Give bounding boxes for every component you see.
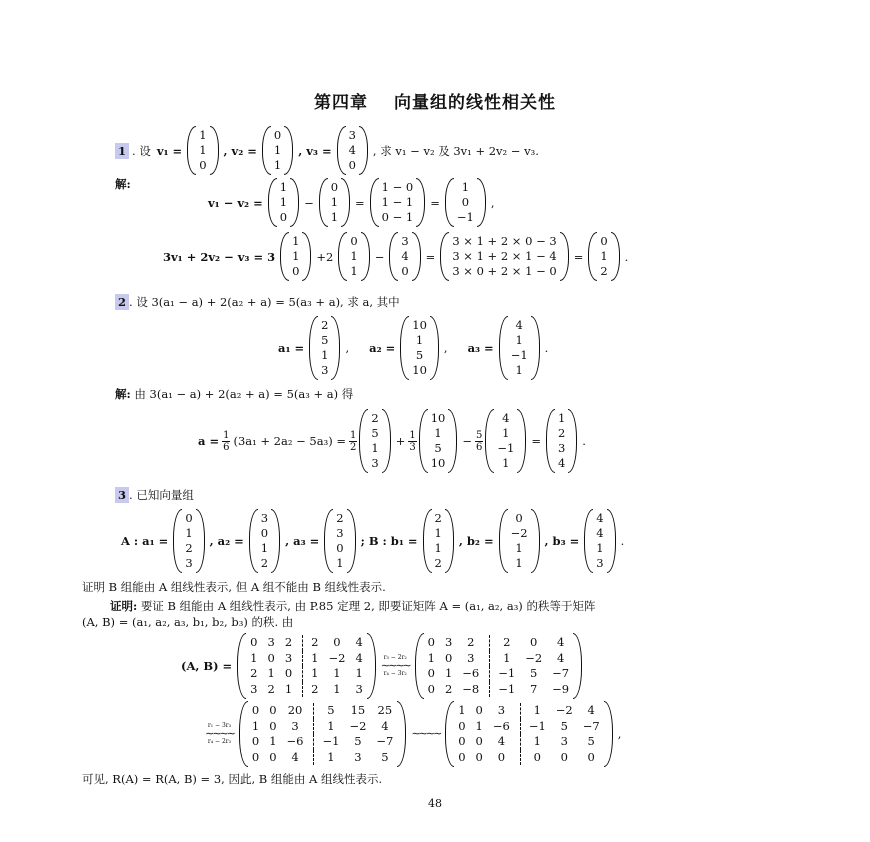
vector-entry: 3 [185, 556, 193, 570]
problem-2-vectors: a₁ = 2 5 1 3 , a₂ = 10 1 5 10 , a₃ = 4 1 −1 1 . [275, 316, 551, 380]
problem-3-vector-groups: A : a₁ = 0 1 2 3 , a₂ = 3 0 1 2 , a₃ = 2 3 0 1 ; B : b₁ = 2 1 1 2 , b₂ = 0 −2 1 1 , b₃ = 4 4 1 3 . [118, 509, 627, 573]
matrix-entry: 5 [381, 749, 389, 764]
matrix-entry: 0 [333, 635, 341, 649]
vector-entry: 3 [348, 128, 356, 142]
vector-entry: 3 × 0 + 2 × 1 − 0 [452, 264, 557, 278]
matrix-entry: 0 [251, 734, 260, 748]
vector-entry: 10 [412, 318, 427, 332]
vector-entry: 0 [600, 234, 608, 248]
matrix-entry: 5 [354, 734, 362, 748]
matrix-entry: 4 [355, 650, 363, 665]
vector-entry: 1 [371, 441, 379, 455]
matrix-entry: 3 [497, 703, 506, 717]
vector-entry: 1 [596, 541, 604, 555]
matrix-entry: 1 [427, 650, 435, 665]
matrix-entry: 3 [444, 635, 453, 649]
vector-entry: 2 [600, 264, 608, 278]
vector-entry: 4 [502, 411, 510, 425]
matrix-entry: 1 [284, 681, 293, 696]
vector-entry: 5 [415, 348, 424, 362]
matrix-entry: 1 [302, 666, 318, 682]
vector-entry: −2 [510, 526, 528, 540]
vector-entry: 0 [260, 526, 269, 540]
vector-entry: −1 [497, 441, 515, 455]
matrix-entry: 0 [444, 650, 453, 665]
matrix-entry: 25 [377, 703, 393, 717]
matrix-entry: 2 [250, 666, 258, 680]
matrix-entry: −2 [328, 650, 346, 665]
vector-entry: 1 [260, 541, 269, 555]
vector-entry: 0 [461, 195, 470, 209]
vector-entry: 1 [199, 143, 207, 157]
vector-entry: 10 [412, 363, 427, 377]
vector-entry: 3 × 1 + 2 × 1 − 4 [452, 249, 557, 263]
matrix-entry: 3 [467, 650, 475, 665]
matrix-entry: 7 [530, 681, 538, 696]
vector-entry: 4 [596, 526, 604, 540]
matrix-entry: −1 [520, 719, 546, 735]
matrix-entry: 0 [251, 703, 260, 717]
vector-v2 [262, 126, 293, 175]
matrix-entry: 2 [267, 681, 275, 696]
matrix-entry: 0 [475, 749, 483, 764]
matrix-entry: 4 [355, 635, 363, 649]
vector-entry: 2 [371, 411, 379, 425]
matrix-entry: −2 [525, 650, 543, 665]
matrix-entry: 1 [444, 666, 453, 680]
row-op-arrow-3: ∼∼∼∼ [411, 727, 441, 740]
vector-entry: 1 [279, 180, 288, 194]
vector-entry: 10 [430, 411, 446, 425]
vector-v3 [337, 126, 368, 175]
matrix-entry: −7 [582, 718, 600, 733]
matrix-entry: 5 [560, 718, 568, 733]
vector-entry: 3 [371, 456, 379, 470]
vector-entry: 0 [336, 541, 344, 555]
vector-entry: 1 [600, 249, 608, 263]
problem-1-statement: 1 . 设 v₁ = 1 1 0 , v₂ = 0 1 1 , v₃ = 3 4 0 , 求 v₁ − v₂ 及 3v₁ + 2v₂ − v₃. [115, 126, 542, 175]
matrix-entry: 1 [520, 734, 546, 750]
vector-v1 [187, 126, 218, 175]
matrix-entry: 3 [355, 681, 363, 696]
matrix-entry: 0 [587, 749, 595, 764]
matrix-entry: 3 [291, 718, 299, 733]
vector-entry: 3 [596, 556, 604, 570]
vector-entry: 1 [415, 333, 424, 347]
matrix-AB [237, 633, 376, 699]
matrix-entry: 5 [530, 666, 538, 680]
matrix-entry: 0 [427, 666, 435, 680]
matrix-entry: 3 [354, 749, 362, 764]
matrix-entry: 2 [444, 681, 453, 696]
problem-number-1[interactable]: 1 [115, 143, 129, 159]
matrix-entry: −6 [286, 734, 304, 748]
vector-entry: 0 [515, 511, 523, 525]
vector-entry: 1 [502, 426, 510, 440]
proof-line-2: (A, B) = (a₁, a₂, a₃, b₁, b₂, b₃) 的秩. 由 [82, 615, 294, 629]
problem-2-solution: 解: 由 3(a₁ − a) + 2(a₂ + a) = 5(a₃ + a) 得 [115, 387, 354, 401]
matrix-entry: 1 [458, 703, 466, 717]
problem-1-equation-1: v₁ − v₂ = 1 1 0 − 0 1 1 = 1 − 0 1 − 1 0 − 1 = 1 0 −1 , [205, 178, 498, 227]
matrix-entry: 0 [427, 635, 435, 649]
vector-entry: 4 [348, 143, 356, 157]
matrix-entry: 1 [250, 650, 258, 665]
matrix-step-4 [445, 701, 612, 767]
vector-entry: 0 [330, 180, 339, 194]
matrix-entry: 1 [267, 666, 275, 680]
vector-entry: 1 [434, 526, 442, 540]
matrix-entry: 1 [313, 719, 339, 735]
matrix-entry: 15 [350, 703, 366, 717]
matrix-entry: 0 [267, 650, 275, 665]
matrix-entry: 0 [475, 703, 483, 717]
problem-2-statement: 2 . 设 3(a₁ − a) + 2(a₂ + a) = 5(a₃ + a), 求 a, 其中 [115, 294, 400, 310]
vector-entry: 1 [330, 195, 339, 209]
vector-entry: 0 [273, 128, 282, 142]
matrix-entry: 0 [427, 681, 435, 696]
problem-2-equation: a = $\frac{1}{6}$ (3a₁ + 2a₂ − 5a₃) = $\frac{1}{2}$ 2 5 1 3 + $\frac{1}{3}$ 10 1 5 10 − $\frac{5}{6}$ 4 1 −1 1 = 1 2 3 4 . [195, 409, 589, 473]
chapter-number: 第四章 [314, 93, 368, 113]
vector-entry: 1 [292, 234, 300, 248]
matrix-entry: 1 [313, 750, 339, 766]
vector-entry: 4 [515, 318, 523, 332]
matrix-entry: 0 [458, 749, 466, 764]
vector-entry: 1 − 1 [381, 195, 414, 209]
matrix-entry: −7 [376, 734, 394, 748]
vector-entry: 3 [260, 511, 269, 525]
matrix-entry: 0 [250, 635, 258, 649]
problem-1-equation-2: 3v₁ + 2v₂ − v₃ = 3 1 1 0 +2 0 1 1 − 3 4 0 = 3 × 1 + 2 × 0 − 3 3 × 1 + 2 × 1 − 4 3 × 0 + 2 × 1 − 0 = 0 1 2 . [160, 232, 631, 281]
vector-entry: 1 [199, 128, 207, 142]
matrix-entry: 2 [284, 635, 293, 649]
problem-3-statement: 3 . 已知向量组 [115, 487, 194, 503]
vector-entry: 2 [185, 541, 193, 555]
matrix-entry: 3 [284, 650, 293, 665]
vector-entry: 1 [515, 333, 523, 347]
matrix-entry: 1 [489, 651, 515, 667]
vector-entry: 0 [348, 158, 356, 172]
matrix-entry: 1 [333, 666, 341, 680]
solution-label-1: 解: [115, 177, 131, 191]
vector-entry: 1 [350, 249, 358, 263]
problem-number-2[interactable]: 2 [115, 294, 129, 310]
problem-number-3[interactable]: 3 [115, 487, 129, 503]
vector-entry: 1 [321, 348, 329, 362]
vector-entry: 1 [434, 541, 442, 555]
matrix-step-3 [239, 701, 406, 767]
vector-entry: 1 [434, 426, 442, 440]
matrix-entry: 3 [560, 734, 568, 748]
matrix-entry: 1 [251, 718, 260, 733]
matrix-entry: 4 [587, 703, 595, 717]
vector-entry: 0 [185, 511, 193, 525]
vector-entry: 2 [336, 511, 344, 525]
vector-entry: −1 [510, 348, 528, 362]
vector-entry: 0 [199, 158, 207, 172]
vector-entry: 0 [279, 210, 288, 224]
matrix-entry: 4 [556, 635, 565, 649]
row-reduction-step-2: r₁ − 3r₃ ∼∼∼∼ r₄ − 2r₃ 0 0 20 5 15 25 1 0 3 1 −2 4 0 1 −6 −1 5 −7 0 0 4 1 3 5 ∼∼∼∼ 1 0 3 1 −2 4 0 1 −6 −1 5 −7 0 0 4 1 3 5 0 0 0 0 0 0 , [202, 701, 624, 767]
conclusion: 可见, R(A) = R(A, B) = 3, 因此, B 组能由 A 组线性表示. [82, 772, 383, 786]
matrix-entry: 0 [520, 750, 546, 766]
vector-entry: 0 [401, 264, 409, 278]
vector-entry: 3 [401, 234, 409, 248]
matrix-entry: 1 [475, 718, 483, 733]
matrix-entry: 1 [269, 734, 277, 748]
matrix-entry: 0 [284, 666, 293, 680]
matrix-entry: 0 [458, 718, 466, 733]
matrix-entry: 0 [269, 749, 277, 764]
matrix-entry: −9 [552, 681, 570, 696]
vector-entry: 0 [350, 234, 358, 248]
vector-entry: 4 [596, 511, 604, 525]
row-op-arrow-1: r₃ − 2r₂ ∼∼∼∼ r₄ − 3r₂ [380, 654, 410, 677]
chapter-subtitle: 向量组的线性相关性 [394, 93, 556, 113]
vector-entry: 2 [321, 318, 329, 332]
vector-entry: 1 [515, 541, 523, 555]
matrix-entry: 5 [587, 734, 595, 748]
chapter-title [0, 88, 870, 113]
matrix-entry: −7 [552, 666, 570, 680]
matrix-entry: 1 [333, 681, 341, 696]
vector-entry: 1 [515, 363, 523, 377]
vector-entry: 1 [502, 456, 510, 470]
matrix-entry: 2 [489, 635, 515, 651]
matrix-entry: 0 [251, 749, 260, 764]
vector-entry: 5 [371, 426, 379, 440]
vector-entry: 3 [557, 441, 566, 455]
vector-entry: 1 [330, 210, 339, 224]
matrix-entry: 5 [313, 703, 339, 719]
matrix-entry: −2 [349, 718, 367, 733]
row-reduction-step-1: (A, B) = 0 3 2 2 0 4 1 0 3 1 −2 4 2 1 0 1 1 1 3 2 1 2 1 3 r₃ − 2r₂ ∼∼∼∼ r₄ − 3r₂ 0 3 2 2 0 4 1 0 3 1 −2 4 0 1 −6 −1 5 −7 0 2 −8 −1 7 −9 [178, 633, 584, 699]
vector-entry: 1 − 0 [381, 180, 414, 194]
vector-entry: 1 [336, 556, 344, 570]
vector-entry: 1 [185, 526, 193, 540]
matrix-entry: 0 [269, 703, 277, 717]
vector-entry: 1 [557, 411, 566, 425]
vector-entry: 0 − 1 [381, 210, 414, 224]
vector-entry: 5 [321, 333, 329, 347]
matrix-entry: 0 [475, 734, 483, 748]
matrix-entry: 3 [250, 681, 258, 696]
vector-entry: 2 [260, 556, 269, 570]
row-op-arrow-2: r₁ − 3r₃ ∼∼∼∼ r₄ − 2r₃ [205, 722, 234, 745]
matrix-entry: 0 [269, 718, 277, 733]
vector-entry: 2 [434, 511, 442, 525]
vector-entry: 1 [279, 195, 288, 209]
vector-entry: 0 [292, 264, 300, 278]
matrix-entry: 0 [530, 635, 538, 649]
page-number: 48 [428, 797, 442, 810]
matrix-entry: 1 [302, 651, 318, 667]
vector-entry: 1 [515, 556, 523, 570]
matrix-entry: 2 [467, 635, 475, 649]
matrix-entry: 4 [291, 749, 299, 764]
proof-line-1: 证明: 要证 B 组能由 A 组线性表示, 由 P.85 定理 2, 即要证矩阵 A = (a₁, a₂, a₃) 的秩等于矩阵 [110, 599, 596, 613]
vector-entry: 10 [430, 456, 446, 470]
matrix-entry: −1 [489, 666, 515, 682]
matrix-entry: 3 [267, 635, 275, 649]
matrix-entry: 4 [556, 650, 565, 665]
vector-entry: 3 [321, 363, 329, 377]
matrix-entry: −2 [555, 703, 573, 717]
matrix-entry: −1 [313, 734, 339, 750]
vector-entry: 2 [557, 426, 566, 440]
matrix-step-2 [415, 633, 582, 699]
vector-entry: 3 [336, 526, 344, 540]
vector-entry: 1 [273, 158, 282, 172]
matrix-entry: −6 [492, 718, 510, 733]
vector-entry: 3 × 1 + 2 × 0 − 3 [452, 234, 557, 248]
matrix-entry: 1 [355, 666, 363, 680]
matrix-entry: 4 [497, 734, 506, 748]
vector-entry: 1 [292, 249, 300, 263]
matrix-entry: 2 [302, 635, 318, 651]
vector-entry: 1 [350, 264, 358, 278]
vector-entry: 1 [461, 180, 470, 194]
vector-entry: 4 [557, 456, 566, 470]
matrix-entry: 1 [520, 703, 546, 719]
matrix-entry: −8 [462, 681, 480, 696]
matrix-entry: 0 [560, 749, 568, 764]
vector-entry: 1 [273, 143, 282, 157]
vector-entry: 4 [401, 249, 409, 263]
vector-entry: 5 [434, 441, 442, 455]
vector-entry: −1 [456, 210, 474, 224]
matrix-entry: 2 [302, 682, 318, 698]
matrix-entry: 0 [458, 734, 466, 748]
matrix-entry: −1 [489, 682, 515, 698]
matrix-entry: 4 [381, 718, 389, 733]
matrix-entry: 20 [287, 703, 303, 717]
matrix-entry: 0 [497, 749, 506, 764]
vector-entry: 2 [434, 556, 442, 570]
prove-statement: 证明 B 组能由 A 组线性表示, 但 A 组不能由 B 组线性表示. [82, 580, 386, 594]
matrix-entry: −6 [462, 666, 480, 680]
